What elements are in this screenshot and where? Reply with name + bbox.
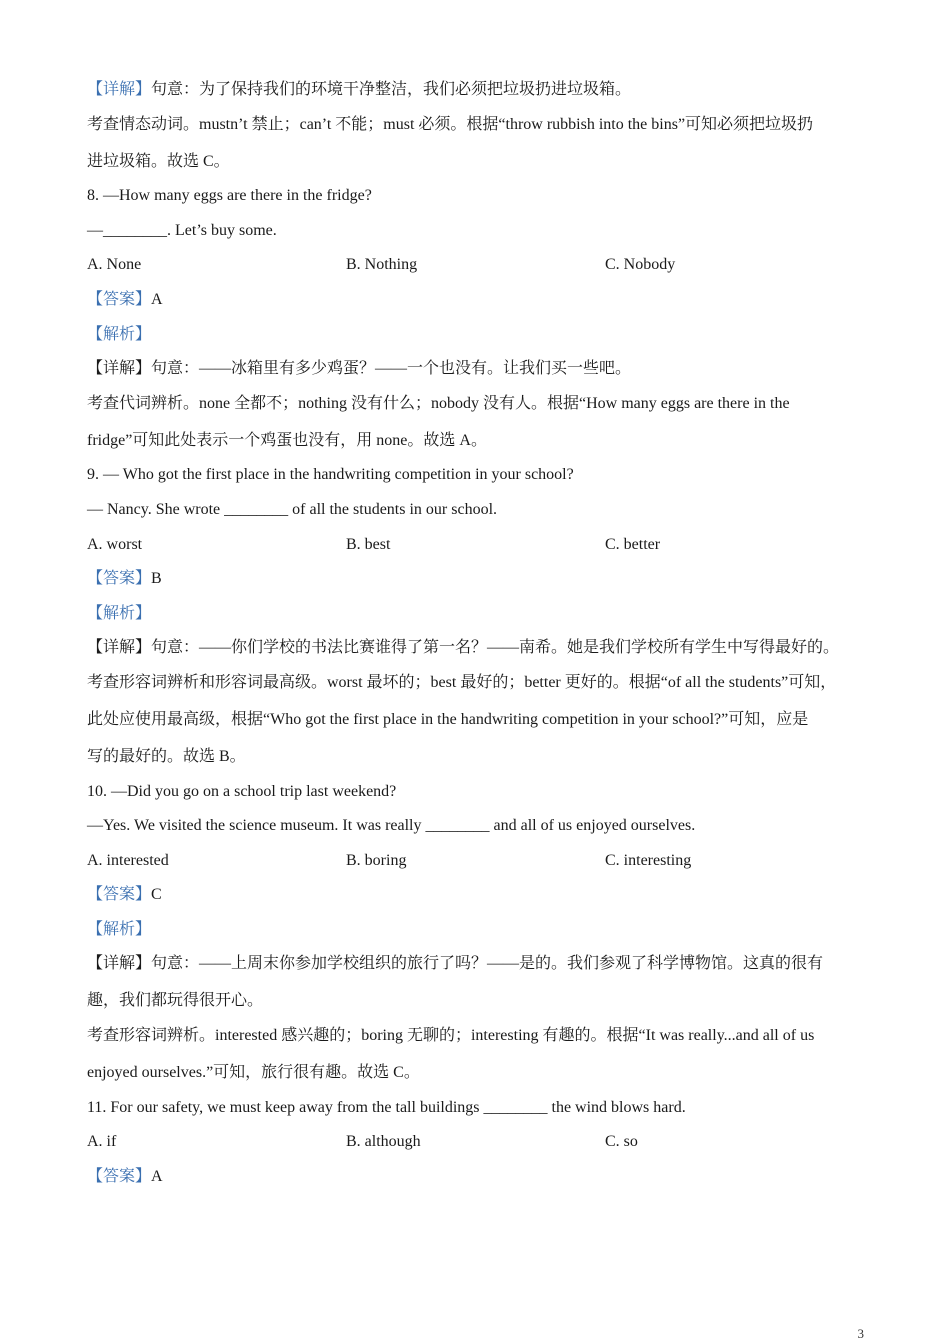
q9-options	[87, 533, 877, 557]
q9-analysis-line-2: 此处应使用最高级，根据“Who got the first place in the handwriting competition in your school?”可知，应是	[87, 710, 809, 728]
detail-tag: 【详解】	[87, 360, 152, 378]
answer-tag: 【答案】	[87, 570, 152, 588]
q8-detail	[87, 357, 877, 381]
q8-option-a: A. None	[87, 256, 142, 274]
q11-stem: 11. For our safety, we must keep away from the tall buildings ________ the wind blows hard.	[87, 1098, 686, 1116]
analysis-tag: 【解析】	[87, 325, 152, 343]
q10-option-b: B. boring	[346, 851, 407, 869]
q11-answer	[87, 1165, 877, 1189]
q9-option-a: A. worst	[87, 535, 143, 553]
q8-stem: 8. —How many eggs are there in the fridge?	[87, 187, 372, 205]
answer-tag: 【答案】	[87, 290, 152, 308]
q11-option-b: B. although	[346, 1133, 421, 1151]
q8-analysis-heading	[87, 323, 877, 347]
q10-analysis-line-1: 考查形容词辨析。interested 感兴趣的；boring 无聊的；interesting 有趣的。根据“It was really...and all of us	[87, 1027, 815, 1045]
q8-option-c: C. Nobody	[605, 256, 676, 274]
document-page	[87, 78, 877, 1199]
q9-analysis-line-1: 考查形容词辨析和形容词最高级。worst 最坏的；best 最好的；better 更好的。根据“of all the students”可知，	[87, 673, 837, 691]
q8-analysis-line-2: fridge”可知此处表示一个鸡蛋也没有，用 none。故选 A。	[87, 431, 487, 449]
q10-detail-cont: 趣，我们都玩得很开心。	[87, 992, 264, 1010]
q10-answer-value: C	[151, 886, 162, 904]
q10-detail-text: 句意：——上周末你参加学校组织的旅行了吗？——是的。我们参观了科学博物馆。这真的很有	[151, 955, 824, 973]
answer-tag: 【答案】	[87, 1167, 152, 1185]
q9-detail	[87, 636, 877, 660]
q8-answer	[87, 288, 877, 312]
prev-analysis-line-2: 进垃圾箱。故选 C。	[87, 152, 230, 170]
q8-detail-text: 句意：——冰箱里有多少鸡蛋？——一个也没有。让我们买一些吧。	[151, 360, 632, 378]
q9-analysis-heading	[87, 602, 877, 626]
detail-tag: 【详解】	[87, 81, 152, 98]
q9-detail-text: 句意：——你们学校的书法比赛谁得了第一名？——南希。她是我们学校所有学生中写得最好的。	[151, 639, 840, 657]
q10-stem-reply: —Yes. We visited the science museum. It was really ________ and all of us enjoyed ourselves.	[87, 817, 696, 835]
q9-analysis-line-3: 写的最好的。故选 B。	[87, 747, 246, 765]
q8-stem-reply: —________. Let’s buy some.	[87, 221, 277, 239]
prev-detail-text: 句意：为了保持我们的环境干净整洁，我们必须把垃圾扔进垃圾箱。	[151, 81, 632, 98]
q10-option-c: C. interesting	[605, 851, 692, 869]
detail-tag: 【详解】	[87, 639, 152, 657]
q9-answer	[87, 567, 877, 591]
q9-option-b: B. best	[346, 535, 391, 553]
q9-stem-reply: — Nancy. She wrote ________ of all the students in our school.	[87, 500, 498, 518]
q11-option-a: A. if	[87, 1133, 117, 1151]
prev-analysis-line-1: 考查情态动词。mustn’t 禁止；can’t 不能；must 必须。根据“throw rubbish into the bins”可知必须把垃圾扔	[87, 115, 814, 133]
q8-answer-value: A	[151, 290, 163, 308]
q8-options	[87, 253, 877, 277]
q9-answer-value: B	[151, 570, 162, 588]
prev-detail	[87, 78, 877, 102]
q9-option-c: C. better	[605, 535, 661, 553]
q11-options	[87, 1130, 877, 1154]
page-number: 3	[857, 1326, 864, 1341]
analysis-tag: 【解析】	[87, 920, 152, 938]
q10-analysis-heading	[87, 918, 877, 942]
q10-analysis-line-2: enjoyed ourselves.”可知，旅行很有趣。故选 C。	[87, 1064, 420, 1082]
q10-stem: 10. —Did you go on a school trip last weekend?	[87, 782, 397, 800]
answer-tag: 【答案】	[87, 886, 152, 904]
q10-detail	[87, 952, 877, 976]
q10-option-a: A. interested	[87, 851, 169, 869]
q9-stem: 9. — Who got the first place in the handwriting competition in your school?	[87, 466, 574, 484]
q11-option-c: C. so	[605, 1133, 638, 1151]
q8-option-b: B. Nothing	[346, 256, 418, 274]
q8-analysis-line-1: 考查代词辨析。none 全都不；nothing 没有什么；nobody 没有人。根据“How many eggs are there in the	[87, 394, 790, 412]
q10-answer	[87, 883, 877, 907]
detail-tag: 【详解】	[87, 955, 152, 973]
q10-options	[87, 849, 877, 873]
q11-answer-value: A	[151, 1167, 163, 1185]
analysis-tag: 【解析】	[87, 604, 152, 622]
